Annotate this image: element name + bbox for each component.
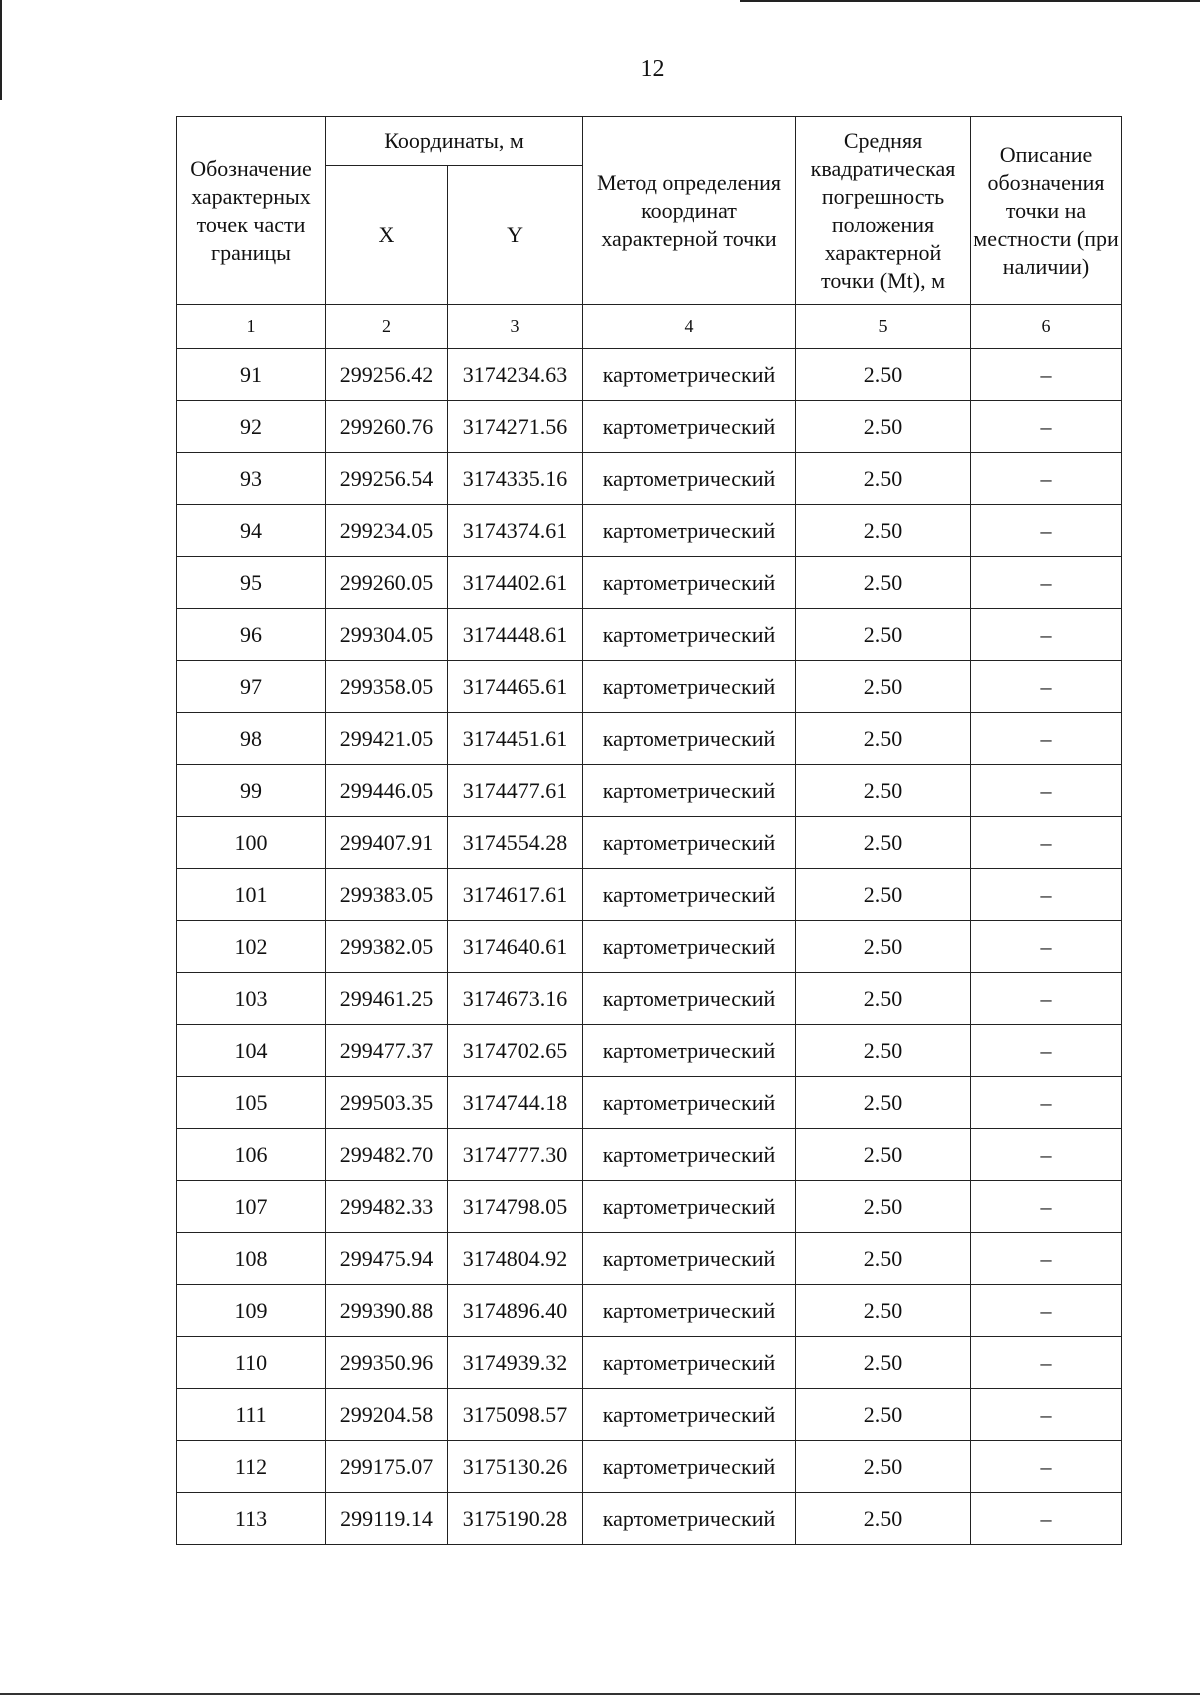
y-coordinate-cell: 3174896.40 [448,1285,583,1337]
description-cell: – [971,1389,1122,1441]
header-method: Метод определения координат характерной точки [583,117,796,305]
table-row [177,1025,1122,1077]
point-number-cell: 112 [177,1441,326,1493]
y-coordinate-cell: 3174744.18 [448,1077,583,1129]
x-coordinate-cell: 299446.05 [326,765,448,817]
error-cell: 2.50 [796,349,971,401]
error-cell: 2.50 [796,401,971,453]
method-cell: картометрический [583,349,796,401]
description-cell: – [971,1493,1122,1545]
x-coordinate-cell: 299475.94 [326,1233,448,1285]
y-coordinate-cell: 3174402.61 [448,557,583,609]
description-cell: – [971,1181,1122,1233]
x-coordinate-cell: 299204.58 [326,1389,448,1441]
y-coordinate-cell: 3174617.61 [448,869,583,921]
error-cell: 2.50 [796,1181,971,1233]
table-row [177,557,1122,609]
table-row [177,661,1122,713]
error-cell: 2.50 [796,973,971,1025]
error-cell: 2.50 [796,765,971,817]
method-cell: картометрический [583,453,796,505]
method-cell: картометрический [583,609,796,661]
point-number-cell: 91 [177,349,326,401]
error-cell: 2.50 [796,1233,971,1285]
error-cell: 2.50 [796,609,971,661]
description-cell: – [971,505,1122,557]
description-cell: – [971,713,1122,765]
header-x: X [326,166,448,305]
table-row [177,1285,1122,1337]
method-cell: картометрический [583,1181,796,1233]
error-cell: 2.50 [796,817,971,869]
x-coordinate-cell: 299477.37 [326,1025,448,1077]
table-row [177,505,1122,557]
method-cell: картометрический [583,661,796,713]
method-cell: картометрический [583,1233,796,1285]
x-coordinate-cell: 299383.05 [326,869,448,921]
point-number-cell: 109 [177,1285,326,1337]
y-coordinate-cell: 3174335.16 [448,453,583,505]
method-cell: картометрический [583,401,796,453]
description-cell: – [971,453,1122,505]
description-cell: – [971,1129,1122,1181]
y-coordinate-cell: 3175098.57 [448,1389,583,1441]
x-coordinate-cell: 299358.05 [326,661,448,713]
point-number-cell: 111 [177,1389,326,1441]
table-row [177,1181,1122,1233]
x-coordinate-cell: 299119.14 [326,1493,448,1545]
y-coordinate-cell: 3174448.61 [448,609,583,661]
description-cell: – [971,1025,1122,1077]
description-cell: – [971,765,1122,817]
error-cell: 2.50 [796,505,971,557]
description-cell: – [971,869,1122,921]
error-cell: 2.50 [796,869,971,921]
point-number-cell: 97 [177,661,326,713]
table-row [177,349,1122,401]
method-cell: картометрический [583,921,796,973]
y-coordinate-cell: 3174804.92 [448,1233,583,1285]
table-row [177,1441,1122,1493]
table-row [177,453,1122,505]
method-cell: картометрический [583,1077,796,1129]
method-cell: картометрический [583,1025,796,1077]
table-row [177,765,1122,817]
table-body [177,349,1122,1545]
description-cell: – [971,1233,1122,1285]
error-cell: 2.50 [796,1389,971,1441]
error-cell: 2.50 [796,1337,971,1389]
y-coordinate-cell: 3174702.65 [448,1025,583,1077]
table-row [177,1129,1122,1181]
point-number-cell: 93 [177,453,326,505]
point-number-cell: 113 [177,1493,326,1545]
method-cell: картометрический [583,1285,796,1337]
point-number-cell: 92 [177,401,326,453]
table-row [177,921,1122,973]
description-cell: – [971,1441,1122,1493]
point-number-cell: 107 [177,1181,326,1233]
method-cell: картометрический [583,1389,796,1441]
description-cell: – [971,401,1122,453]
point-number-cell: 99 [177,765,326,817]
y-coordinate-cell: 3174777.30 [448,1129,583,1181]
x-coordinate-cell: 299382.05 [326,921,448,973]
method-cell: картометрический [583,1129,796,1181]
method-cell: картометрический [583,1441,796,1493]
description-cell: – [971,609,1122,661]
x-coordinate-cell: 299304.05 [326,609,448,661]
y-coordinate-cell: 3174465.61 [448,661,583,713]
method-cell: картометрический [583,713,796,765]
column-number: 5 [796,305,971,349]
x-coordinate-cell: 299260.05 [326,557,448,609]
x-coordinate-cell: 299390.88 [326,1285,448,1337]
description-cell: – [971,1337,1122,1389]
y-coordinate-cell: 3174477.61 [448,765,583,817]
column-number: 4 [583,305,796,349]
method-cell: картометрический [583,973,796,1025]
error-cell: 2.50 [796,921,971,973]
table-row [177,817,1122,869]
point-number-cell: 95 [177,557,326,609]
method-cell: картометрический [583,765,796,817]
page-number: 12 [640,56,665,82]
column-number: 6 [971,305,1122,349]
header-y: Y [448,166,583,305]
x-coordinate-cell: 299234.05 [326,505,448,557]
point-number-cell: 94 [177,505,326,557]
y-coordinate-cell: 3174673.16 [448,973,583,1025]
header-point: Обозначение характерных точек части границы [177,117,326,305]
header-description: Описание обозначения точки на местности (при наличии) [971,117,1122,305]
x-coordinate-cell: 299421.05 [326,713,448,765]
y-coordinate-cell: 3174374.61 [448,505,583,557]
error-cell: 2.50 [796,1025,971,1077]
method-cell: картометрический [583,869,796,921]
coordinates-table [176,116,1122,1545]
table-row [177,713,1122,765]
point-number-cell: 98 [177,713,326,765]
column-number: 3 [448,305,583,349]
header-coordinates: Координаты, м [326,117,583,166]
error-cell: 2.50 [796,1493,971,1545]
description-cell: – [971,557,1122,609]
table-row [177,1389,1122,1441]
y-coordinate-cell: 3174554.28 [448,817,583,869]
point-number-cell: 103 [177,973,326,1025]
header-error: Средняя квадратическая погрешность положения характерной точки (Mt), м [796,117,971,305]
column-number-row [177,305,1122,349]
table-row [177,1337,1122,1389]
error-cell: 2.50 [796,713,971,765]
method-cell: картометрический [583,505,796,557]
y-coordinate-cell: 3175130.26 [448,1441,583,1493]
x-coordinate-cell: 299256.54 [326,453,448,505]
error-cell: 2.50 [796,1285,971,1337]
table-row [177,973,1122,1025]
description-cell: – [971,921,1122,973]
x-coordinate-cell: 299256.42 [326,349,448,401]
table-row [177,1077,1122,1129]
x-coordinate-cell: 299260.76 [326,401,448,453]
description-cell: – [971,661,1122,713]
description-cell: – [971,1077,1122,1129]
x-coordinate-cell: 299482.70 [326,1129,448,1181]
error-cell: 2.50 [796,1077,971,1129]
point-number-cell: 110 [177,1337,326,1389]
method-cell: картометрический [583,817,796,869]
table-row [177,609,1122,661]
table-row [177,1493,1122,1545]
y-coordinate-cell: 3174234.63 [448,349,583,401]
y-coordinate-cell: 3174640.61 [448,921,583,973]
y-coordinate-cell: 3175190.28 [448,1493,583,1545]
error-cell: 2.50 [796,557,971,609]
point-number-cell: 101 [177,869,326,921]
point-number-cell: 105 [177,1077,326,1129]
point-number-cell: 100 [177,817,326,869]
error-cell: 2.50 [796,661,971,713]
x-coordinate-cell: 299350.96 [326,1337,448,1389]
x-coordinate-cell: 299461.25 [326,973,448,1025]
error-cell: 2.50 [796,453,971,505]
point-number-cell: 102 [177,921,326,973]
error-cell: 2.50 [796,1129,971,1181]
table-row [177,401,1122,453]
description-cell: – [971,973,1122,1025]
y-coordinate-cell: 3174939.32 [448,1337,583,1389]
scan-edge-top [740,0,1200,2]
point-number-cell: 96 [177,609,326,661]
description-cell: – [971,1285,1122,1337]
method-cell: картометрический [583,1337,796,1389]
method-cell: картометрический [583,557,796,609]
description-cell: – [971,817,1122,869]
scan-edge-left [0,0,2,100]
x-coordinate-cell: 299407.91 [326,817,448,869]
error-cell: 2.50 [796,1441,971,1493]
point-number-cell: 108 [177,1233,326,1285]
method-cell: картометрический [583,1493,796,1545]
x-coordinate-cell: 299503.35 [326,1077,448,1129]
y-coordinate-cell: 3174271.56 [448,401,583,453]
x-coordinate-cell: 299482.33 [326,1181,448,1233]
column-number: 2 [326,305,448,349]
point-number-cell: 104 [177,1025,326,1077]
point-number-cell: 106 [177,1129,326,1181]
table-row [177,1233,1122,1285]
description-cell: – [971,349,1122,401]
y-coordinate-cell: 3174798.05 [448,1181,583,1233]
x-coordinate-cell: 299175.07 [326,1441,448,1493]
column-number: 1 [177,305,326,349]
table-row [177,869,1122,921]
y-coordinate-cell: 3174451.61 [448,713,583,765]
